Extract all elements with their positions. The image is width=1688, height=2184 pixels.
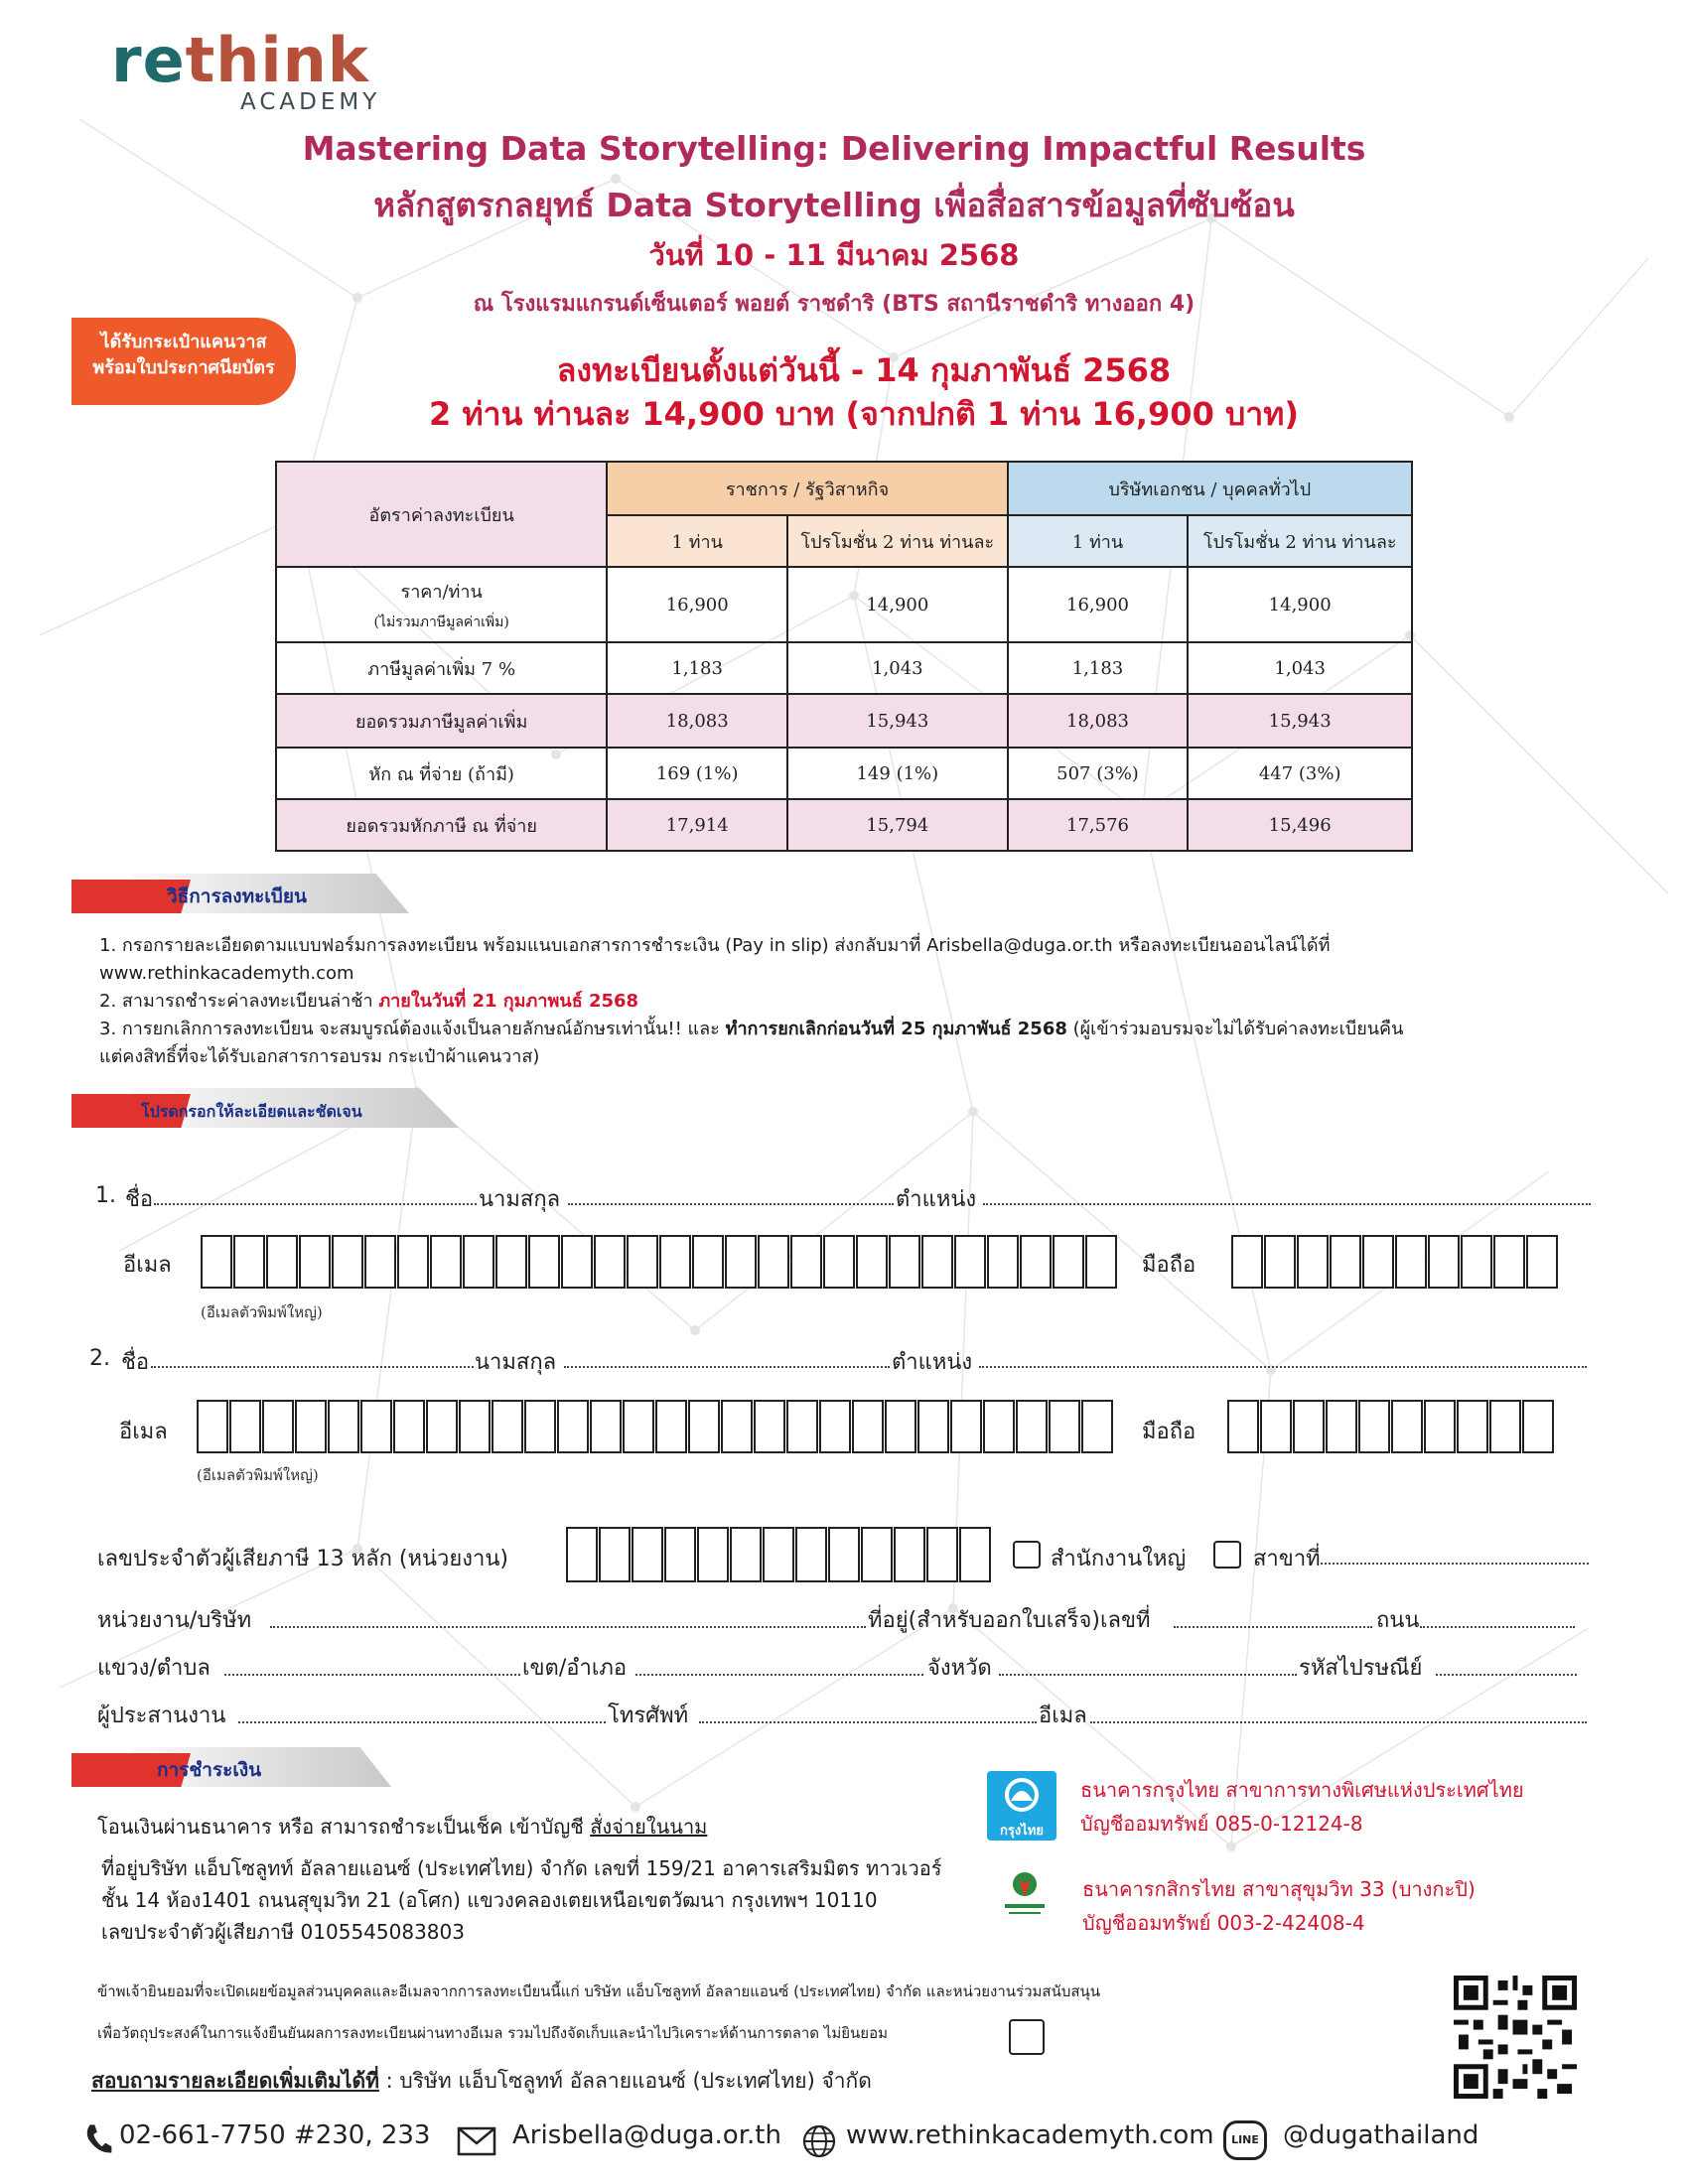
org-field[interactable] (270, 1626, 866, 1628)
tax-id-label: เลขประจำตัวผู้เสียภาษี 13 หลัก (หน่วยงาน) (97, 1547, 508, 1571)
course-date: วันที่ 10 - 11 มีนาคม 2568 (648, 238, 1020, 272)
fee-table-corner: อัตราค่าลงทะเบียน (276, 462, 607, 567)
fee-cell: 1,183 (1008, 642, 1189, 694)
fee-cell: 169 (1%) (607, 748, 787, 799)
coordinator-label: ผู้ประสานงาน (97, 1704, 226, 1728)
tax-id-boxes[interactable] (566, 1527, 992, 1582)
table-row (276, 567, 1412, 642)
footer-phone[interactable]: 02-661-7750 #230, 233 (119, 2120, 431, 2150)
row-label-text: ราคา/ท่าน (400, 581, 483, 603)
email-hint: (อีเมลตัวพิมพ์ใหญ่) (197, 1466, 319, 1484)
logo-re-text: re (111, 24, 186, 96)
bank2-info (1082, 1872, 1476, 1940)
subdistrict-label: แขวง/ตำบล (97, 1656, 211, 1681)
surname-label: นามสกุล (475, 1350, 557, 1375)
fee-cell: 16,900 (1008, 567, 1189, 642)
payment-line-1 (97, 1811, 991, 1843)
fee-cell: 1,043 (787, 642, 1008, 694)
phone-icon (83, 2122, 113, 2156)
email-boxes-2[interactable] (197, 1400, 1114, 1453)
course-title-en: Mastering Data Storytelling: Delivering Impactful Results (302, 129, 1366, 168)
participant-1-number: 1. (95, 1183, 116, 1208)
fee-cell: 14,900 (1188, 567, 1412, 642)
how-to-item-2 (99, 988, 1489, 1016)
inquiry (91, 2065, 872, 2098)
brand-logo (111, 24, 369, 96)
fee-cell: 15,943 (787, 694, 1008, 748)
email2-field[interactable] (1090, 1721, 1587, 1723)
fee-cell: 16,900 (607, 567, 787, 642)
how-to-list (99, 932, 1489, 1071)
promo-price: 2 ท่าน ท่านละ 14,900 บาท (จากปกติ 1 ท่าน 16,900 บาท) (429, 395, 1299, 433)
province-label: จังหวัด (927, 1656, 992, 1681)
how-to-item-3d: แต่คงสิทธิ์ที่จะได้รับเอกสารการอบรม กระเป๋าผ้าแคนวาส) (99, 1046, 540, 1067)
mobile-label: มือถือ (1142, 1420, 1196, 1444)
late-payment-deadline: ภายในวันที่ 21 กุมภาพนธ์ 2568 (378, 991, 639, 1012)
fee-subheader: 1 ท่าน (1008, 515, 1189, 567)
road-label: ถนน (1376, 1608, 1420, 1633)
bank1-line-2: บัญชีออมทรัพย์ 085-0-12124-8 (1080, 1812, 1363, 1836)
logo-think-text: think (185, 24, 370, 96)
payment-payee: สั่งจ่ายในนาม (590, 1815, 708, 1839)
fee-cell: 15,794 (787, 799, 1008, 851)
fee-group-gov: ราชการ / รัฐวิสาหกิจ (607, 462, 1007, 515)
payment-line-3: ชั้น 14 ห้อง1401 ถนนสุขุมวิท 21 (อโศก) แขวงคลองเตยเหนือเขตวัฒนา กรุงเทพฯ 10110 (101, 1888, 878, 1912)
badge-line-1: ได้รับกระเป๋าแคนวาส (100, 332, 267, 352)
surname-field[interactable] (564, 1366, 890, 1368)
promo-deadline: ลงทะเบียนตั้งแต่วันนี้ - 14 กุมภาพันธ์ 2568 (556, 351, 1172, 389)
surname-field[interactable] (568, 1203, 894, 1205)
table-row (276, 694, 1412, 748)
name-field[interactable] (151, 1366, 474, 1368)
course-title-th: หลักสูตรกลยุทธ์ Data Storytelling เพื่อสื่อสารข้อมูลที่ซับซ้อน (373, 186, 1295, 224)
how-to-item-2-text: 2. สามารถชำระค่าลงทะเบียนล่าช้า (99, 991, 379, 1012)
head-office-checkbox[interactable] (1013, 1541, 1041, 1569)
branch-checkbox[interactable] (1213, 1541, 1241, 1569)
fee-subheader: โปรโมชั่น 2 ท่าน ท่านละ (1188, 515, 1412, 567)
row-label: ภาษีมูลค่าเพิ่ม 7 % (276, 642, 607, 694)
phone-field[interactable] (699, 1721, 1037, 1723)
postcode-label: รหัสไปรษณีย์ (1299, 1656, 1423, 1681)
cancel-deadline: ทำการยกเลิกก่อนวันที่ 25 กุมภาพันธ์ 2568 (725, 1019, 1067, 1039)
email-label: อีเมล (123, 1253, 172, 1278)
how-to-item-3-tail: (ผู้เข้าร่วมอบรมจะไม่ได้รับค่าลงทะเบียนคืน (1066, 1019, 1404, 1039)
section-title: โปรดกรอกให้ละเอียดและชัดเจน (141, 1102, 362, 1121)
road-field[interactable] (1420, 1626, 1575, 1628)
how-to-item-3-text: 3. การยกเลิกการลงทะเบียน จะสมบูรณ์ต้องแจ้งเป็นลายลักษณ์อักษรเท่านั้น!! และ (99, 1019, 726, 1039)
fee-cell: 1,183 (607, 642, 787, 694)
how-to-item-1a: 1. กรอกรายละเอียดตามแบบฟอร์มการลงทะเบียน พร้อมแนบเอกสารการชำระเงิน (Pay in slip) ส่งกลับมาที่ Arisbella@duga.or.th หรือลงทะเบียนออนไลน์ได้ที่ (99, 935, 1331, 956)
inquiry-value: : บริษัท แอ็บโซลูทท์ อัลลายแอนซ์ (ประเทศไทย) จำกัด (378, 2069, 872, 2093)
qr-code-icon[interactable] (1454, 1976, 1577, 2099)
fee-cell: 447 (3%) (1188, 748, 1412, 799)
district-field[interactable] (635, 1674, 923, 1676)
section-title: วิธีการลงทะเบียน (167, 886, 307, 907)
fee-cell: 15,496 (1188, 799, 1412, 851)
fee-cell: 17,576 (1008, 799, 1189, 851)
inquiry-label: สอบถามรายละเอียดเพิ่มเติมได้ที่ (91, 2069, 379, 2093)
row-label: หัก ณ ที่จ่าย (ถ้ามี) (276, 748, 607, 799)
fee-cell: 18,083 (1008, 694, 1189, 748)
bank2-line-2: บัญชีออมทรัพย์ 003-2-42408-4 (1082, 1911, 1365, 1935)
fee-subheader: 1 ท่าน (607, 515, 787, 567)
fee-cell: 18,083 (607, 694, 787, 748)
table-row (276, 748, 1412, 799)
globe-icon (802, 2124, 836, 2158)
payment-line-4: เลขประจำตัวผู้เสียภาษี 0105545083803 (101, 1920, 465, 1944)
fee-subheader: โปรโมชั่น 2 ท่าน ท่านละ (787, 515, 1008, 567)
position-label: ตำแหน่ง (892, 1350, 973, 1375)
subdistrict-field[interactable] (224, 1674, 520, 1676)
branch-field[interactable] (1321, 1563, 1589, 1565)
branch-label: สาขาที่ (1253, 1547, 1321, 1571)
address-field[interactable] (1174, 1626, 1372, 1628)
badge-line-2: พร้อมใบประกาศนียบัตร (92, 357, 275, 378)
table-row (276, 799, 1412, 851)
footer-website[interactable]: www.rethinkacademyth.com (846, 2120, 1214, 2150)
name-label: ชื่อ (125, 1187, 154, 1212)
address-label: ที่อยู่(สำหรับออกใบเสร็จ)เลขที่ (868, 1608, 1151, 1633)
fee-cell: 507 (3%) (1008, 748, 1189, 799)
bank1-info (1080, 1773, 1524, 1841)
mobile-label: มือถือ (1142, 1253, 1196, 1278)
consent-line-1: ข้าพเจ้ายินยอมที่จะเปิดเผยข้อมูลส่วนบุคคลและอีเมลจากการลงทะเบียนนี้แก่ บริษัท แอ็บโซลูทท์ อัลลายแอนซ์ (ประเทศไทย) จำกัด และหน่วยงานร่วมสนับสนุน (97, 1982, 1101, 2000)
org-label: หน่วยงาน/บริษัท (97, 1608, 252, 1633)
email-hint: (อีเมลตัวพิมพ์ใหญ่) (201, 1303, 323, 1321)
bank1-line-1: ธนาคารกรุงไทย สาขาการทางพิเศษแห่งประเทศไทย (1080, 1778, 1524, 1802)
postcode-field[interactable] (1436, 1674, 1577, 1676)
mobile-boxes-1[interactable] (1231, 1235, 1559, 1289)
head-office-label: สำนักงานใหญ่ (1051, 1547, 1187, 1571)
footer-email[interactable]: Arisbella@duga.or.th (512, 2120, 781, 2150)
district-label: เขต/อำเภอ (522, 1656, 628, 1681)
kasikorn-logo-icon (997, 1866, 1053, 1922)
fee-cell: 17,914 (607, 799, 787, 851)
how-to-item-1b: www.rethinkacademyth.com (99, 963, 354, 984)
email-label: อีเมล (119, 1420, 168, 1444)
krungthai-bird-icon (987, 1771, 1056, 1819)
krungthai-logo-icon (987, 1771, 1056, 1841)
fee-group-private: บริษัทเอกชน / บุคคลทั่วไป (1008, 462, 1412, 515)
row-label (276, 567, 607, 642)
line-icon: LINE (1223, 2120, 1267, 2160)
mail-icon (457, 2126, 496, 2156)
payment-details (97, 1811, 991, 1948)
course-venue: ณ โรงแรมแกรนด์เซ็นเตอร์ พอยต์ ราชดำริ (BTS สถานีราชดำริ ทางออก 4) (473, 292, 1196, 317)
section-header-how-to (71, 874, 369, 919)
how-to-item-3 (99, 1016, 1489, 1043)
fee-cell: 14,900 (787, 567, 1008, 642)
province-field[interactable] (999, 1674, 1297, 1676)
bonus-badge (71, 318, 296, 405)
row-label-note: (ไม่รวมภาษีมูลค่าเพิ่ม) (373, 614, 509, 630)
email-boxes-1[interactable] (201, 1235, 1118, 1289)
name-field[interactable] (154, 1203, 477, 1205)
fee-table (275, 461, 1413, 852)
payment-line-2: ที่อยู่บริษัท แอ็บโซลูทท์ อัลลายแอนซ์ (ประเทศไทย) จำกัด เลขที่ 159/21 อาคารเสริมมิตร ทาวเวอร์ (101, 1856, 942, 1880)
table-row (276, 642, 1412, 694)
fee-cell: 1,043 (1188, 642, 1412, 694)
participant-2-number: 2. (89, 1346, 110, 1371)
fee-cell: 15,943 (1188, 694, 1412, 748)
row-label: ยอดรวมภาษีมูลค่าเพิ่ม (276, 694, 607, 748)
footer-line-id[interactable]: @dugathailand (1283, 2120, 1479, 2150)
section-title: การชำระเงิน (157, 1759, 262, 1781)
position-field[interactable] (979, 1366, 1587, 1368)
row-label: ยอดรวมหักภาษี ณ ที่จ่าย (276, 799, 607, 851)
surname-label: นามสกุล (479, 1187, 561, 1212)
payment-line-1-text: โอนเงินผ่านธนาคาร หรือ สามารถชำระเป็นเช็ค เข้าบัญชี (97, 1815, 591, 1839)
fee-cell: 149 (1%) (787, 748, 1008, 799)
bank2-line-1: ธนาคารกสิกรไทย สาขาสุขุมวิท 33 (บางกะปิ) (1082, 1877, 1476, 1901)
name-label: ชื่อ (121, 1350, 150, 1375)
mobile-boxes-2[interactable] (1227, 1400, 1555, 1453)
logo-academy-text: ACADEMY (240, 89, 381, 115)
position-field[interactable] (983, 1203, 1591, 1205)
coordinator-field[interactable] (238, 1721, 606, 1723)
position-label: ตำแหน่ง (896, 1187, 977, 1212)
krungthai-logo-text: กรุงไทย (1000, 1824, 1044, 1839)
consent-line-2: เพื่อวัตถุประสงค์ในการแจ้งยืนยันผลการลงทะเบียนผ่านทางอีเมล รวมไปถึงจัดเก็บและนำไปวิเคราะห์ด้านการตลาด ไม่ยินยอม (97, 2024, 888, 2042)
email2-label: อีเมล (1039, 1704, 1087, 1728)
section-header-fill-in (71, 1088, 399, 1134)
not-consent-checkbox[interactable] (1009, 2019, 1045, 2055)
phone-label: โทรศัพท์ (608, 1704, 689, 1728)
section-header-payment (71, 1747, 340, 1793)
